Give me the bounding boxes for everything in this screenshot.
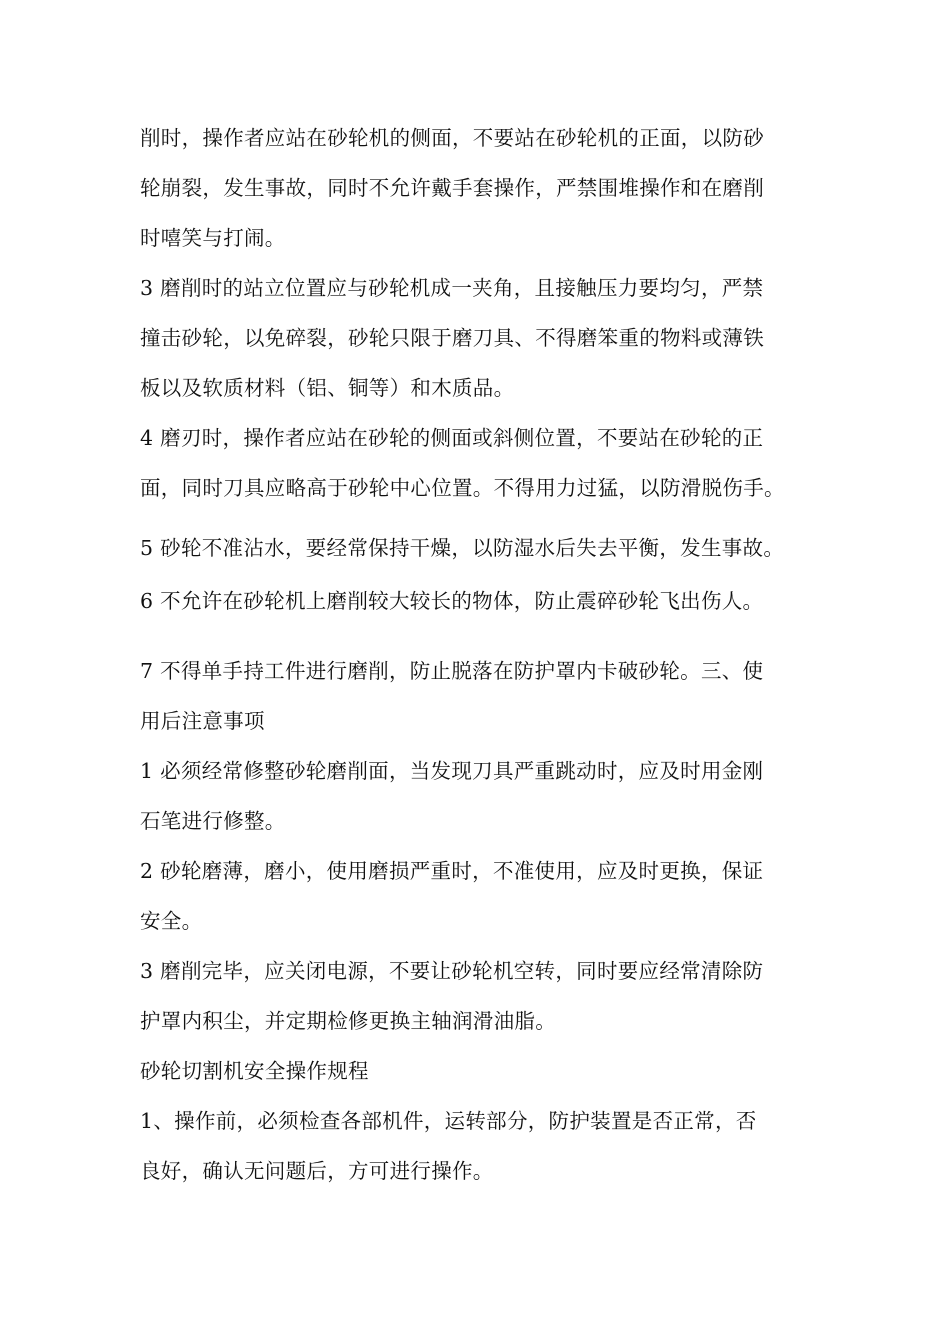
paragraph-line: 面，同时刀具应略高于砂轮中心位置。不得用力过猛，以防滑脱伤手。 [140,476,785,500]
paragraph-line: 削时，操作者应站在砂轮机的侧面，不要站在砂轮机的正面，以防砂 [140,126,764,150]
paragraph-line: 1、操作前，必须检查各部机件，运转部分，防护装置是否正常，否 [140,1109,757,1133]
paragraph-line: 4 磨刃时，操作者应站在砂轮的侧面或斜侧位置，不要站在砂轮的正 [140,426,764,450]
paragraph-line: 7 不得单手持工件进行磨削，防止脱落在防护罩内卡破砂轮。三、使 [140,659,764,683]
paragraph-line: 良好，确认无问题后，方可进行操作。 [140,1159,494,1183]
paragraph-line: 5 砂轮不准沾水，要经常保持干燥，以防湿水后失去平衡，发生事故。 [140,536,785,560]
paragraph-line: 撞击砂轮，以免碎裂，砂轮只限于磨刀具、不得磨笨重的物料或薄铁 [140,326,764,350]
paragraph-line: 轮崩裂，发生事故，同时不允许戴手套操作，严禁围堆操作和在磨削 [140,176,764,200]
paragraph-line: 护罩内积尘，并定期检修更换主轴润滑油脂。 [140,1009,556,1033]
section-heading: 砂轮切割机安全操作规程 [140,1059,369,1083]
paragraph-line: 用后注意事项 [140,709,265,733]
paragraph-line: 3 磨削时的站立位置应与砂轮机成一夹角，且接触压力要均匀，严禁 [140,276,764,300]
paragraph-line: 板以及软质材料（铝、铜等）和木质品。 [140,376,515,400]
paragraph-line: 时嘻笑与打闹。 [140,226,286,250]
paragraph-line: 安全。 [140,909,203,933]
paragraph-line: 石笔进行修整。 [140,809,286,833]
paragraph-line: 2 砂轮磨薄，磨小，使用磨损严重时，不准使用，应及时更换，保证 [140,859,764,883]
paragraph-line: 6 不允许在砂轮机上磨削较大较长的物体，防止震碎砂轮飞出伤人。 [140,589,764,613]
paragraph-line: 3 磨削完毕，应关闭电源，不要让砂轮机空转，同时要应经常清除防 [140,959,764,983]
paragraph-line: 1 必须经常修整砂轮磨削面，当发现刀具严重跳动时，应及时用金刚 [140,759,764,783]
